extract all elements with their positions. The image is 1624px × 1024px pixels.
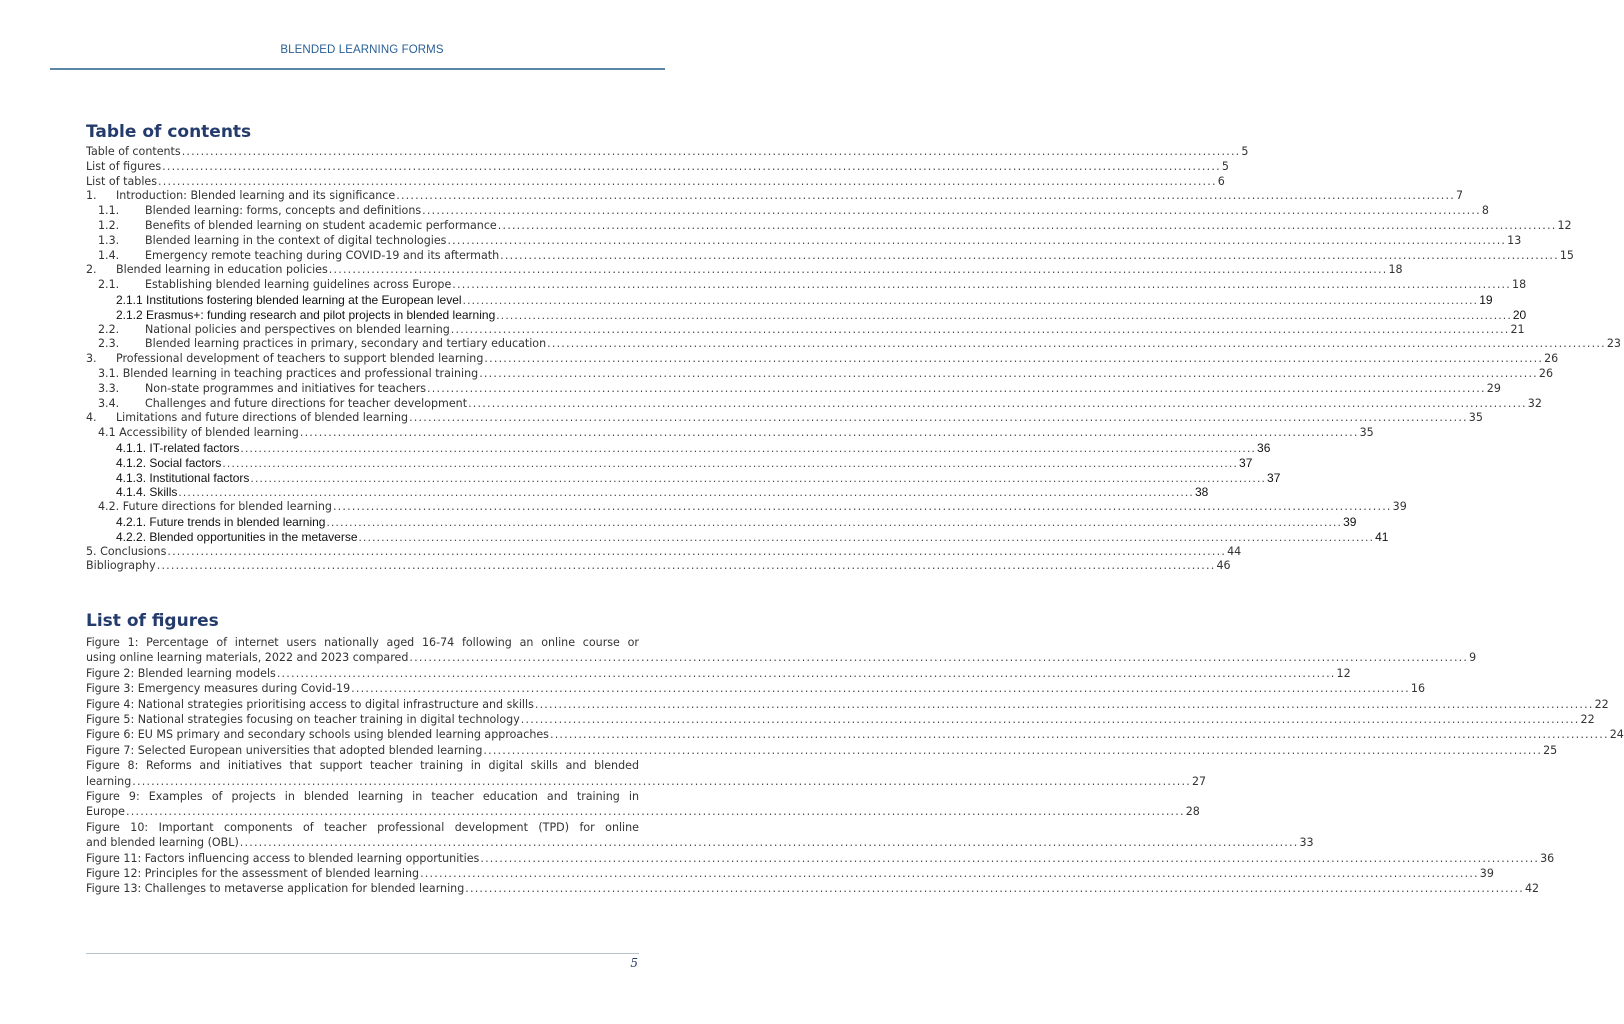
figure-entry-page: 39 [1479, 866, 1494, 880]
toc-entry[interactable] [86, 337, 1621, 352]
toc-entry-number: 2.2. [98, 322, 120, 336]
toc-entry-page: 37 [1239, 455, 1253, 470]
toc-entry[interactable] [86, 248, 1574, 264]
toc-entry-title: Limitations and future directions of blended learning [116, 411, 409, 425]
toc-entry-page: 18 [1388, 263, 1403, 277]
figure-entry-title: Figure 2: Blended learning models [86, 666, 276, 680]
toc-entry[interactable] [86, 174, 1225, 190]
toc-entry-page: 37 [1267, 470, 1281, 485]
toc-entry-page: 39 [1343, 514, 1357, 529]
toc-entry[interactable] [86, 159, 1229, 175]
dot-leader [277, 666, 1336, 681]
toc-entry[interactable] [86, 455, 1253, 471]
toc-entry-title: Bibliography [86, 559, 156, 573]
figure-entry[interactable] [86, 758, 1207, 789]
toc-entry-number: 2. [86, 263, 97, 277]
toc-entry-page: 26 [1544, 352, 1559, 366]
figure-entry[interactable] [86, 866, 1494, 881]
dot-leader [240, 441, 1256, 456]
figure-entry-page: 36 [1540, 851, 1555, 865]
toc-entry-title: 4.1 Accessibility of blended learning [98, 426, 299, 440]
toc-entry-page: 26 [1538, 366, 1554, 380]
dot-leader [132, 774, 1191, 789]
toc-entry-page: 32 [1527, 396, 1542, 410]
toc-entry-title: 4.1.2. Social factors [116, 455, 222, 470]
figure-entry-title: Figure 3: Emergency measures during Covid-19 [86, 682, 351, 696]
figure-entry-title-rest: learning [86, 774, 132, 788]
toc-entry-title: Blended learning in education policies [116, 263, 328, 277]
toc-entry-page: 13 [1507, 233, 1522, 247]
toc-entry-number: 1.2. [98, 218, 120, 232]
toc-entry-title: Blended learning: forms, concepts and definitions [145, 204, 422, 218]
figure-entry[interactable] [86, 712, 1595, 727]
toc-entry-page: 5 [1221, 159, 1229, 173]
toc-entry-title: National policies and perspectives on blended learning [145, 322, 450, 336]
dot-leader [498, 219, 1557, 234]
toc-entry-page: 7 [1455, 189, 1463, 203]
dot-leader [126, 804, 1185, 819]
toc-entry-title: 4.2.2. Blended opportunities in the metaverse [116, 529, 358, 544]
dot-leader [158, 175, 1217, 190]
dot-leader [300, 426, 1359, 441]
toc-entry-title: Introduction: Blended learning and its significance [116, 189, 396, 203]
toc-entry-page: 39 [1392, 500, 1407, 514]
figure-entry-page: 25 [1543, 743, 1558, 757]
toc-entry-number: 3.3. [98, 381, 120, 395]
toc-entry[interactable] [86, 470, 1281, 486]
toc-entry-page: 36 [1257, 440, 1271, 455]
dot-leader [468, 397, 1527, 412]
figure-entry-page: 27 [1191, 774, 1207, 788]
toc-entry-title: 4.1.4. Skills [116, 485, 178, 500]
dot-leader [452, 278, 1511, 293]
toc-entry-title: 4.2.1. Future trends in blended learning [116, 514, 326, 529]
dot-leader [500, 249, 1559, 264]
dot-leader [420, 866, 1479, 881]
dot-leader [409, 411, 1468, 426]
figure-entry[interactable] [86, 666, 1351, 681]
toc-entry[interactable] [86, 485, 1209, 500]
figure-entry[interactable] [86, 789, 1200, 820]
figure-entry-title-line: Figure 1: Percentage of internet users nationally aged 16-74 following an online course or [86, 636, 639, 649]
dot-leader [496, 308, 1512, 323]
dot-leader [351, 681, 1410, 696]
figure-entry-continuation [86, 804, 1200, 819]
toc-entry-number: 2.3. [98, 337, 120, 351]
toc-entry-title: Challenges and future directions for teacher development [145, 396, 468, 410]
figure-entry-page: 12 [1336, 666, 1351, 680]
footer-rule [86, 953, 639, 954]
figure-entry[interactable] [86, 697, 1609, 712]
dot-leader [550, 727, 1609, 742]
dot-leader [480, 851, 1539, 866]
dot-leader [484, 352, 1543, 367]
dot-leader [422, 204, 1481, 219]
page-number: 5 [630, 956, 638, 970]
toc-entry-number: 3. [86, 352, 97, 366]
header-rule [50, 68, 665, 70]
dot-leader [222, 456, 1238, 471]
figure-entry-page: 33 [1299, 836, 1314, 850]
toc-entry-title: 4.2. Future directions for blended learning [98, 500, 332, 514]
list-of-figures-heading: List of figures [86, 611, 219, 631]
figure-entry-title: Figure 7: Selected European universities that adopted blended learning [86, 743, 483, 757]
dot-leader [162, 160, 1221, 175]
toc-entry-number: 1.3. [98, 233, 120, 247]
toc-entry-title: Professional development of teachers to support blended learning [116, 352, 484, 366]
toc-entry-title: Table of contents [86, 145, 181, 158]
dot-leader [521, 712, 1580, 727]
dot-leader [409, 650, 1468, 665]
figure-entry-title-rest: and blended learning (OBL) [86, 836, 239, 850]
dot-leader [333, 500, 1392, 515]
toc-entry-page: 19 [1479, 292, 1493, 307]
toc-entry[interactable] [86, 233, 1522, 249]
toc-entry-page: 46 [1216, 559, 1231, 573]
figure-entry-title: Figure 13: Challenges to metaverse application for blended learning [86, 882, 465, 896]
dot-leader [535, 697, 1594, 712]
toc-entry-page: 35 [1359, 426, 1374, 440]
toc-entry-page: 12 [1557, 218, 1572, 232]
toc-entry-page: 44 [1227, 544, 1242, 558]
toc-entry-title: 2.1.2 Erasmus+: funding research and pilot projects in blended learning [116, 307, 496, 322]
dot-leader [178, 485, 1194, 500]
toc-entry-number: 2.1. [98, 278, 120, 292]
dot-leader [447, 234, 1506, 249]
figure-entry-continuation [86, 650, 1477, 665]
dot-leader [157, 559, 1216, 574]
toc-entry-title: Establishing blended learning guidelines across Europe [145, 278, 452, 292]
toc-entry[interactable] [86, 322, 1525, 338]
toc-entry[interactable] [86, 440, 1271, 456]
toc-entry-title: Emergency remote teaching during COVID-19 and its aftermath [145, 248, 500, 262]
toc-entry[interactable] [86, 204, 1489, 219]
figure-entry-title: Figure 11: Factors influencing access to blended learning opportunities [86, 851, 480, 865]
figure-entry[interactable] [86, 743, 1558, 758]
toc-entry-page: 41 [1375, 529, 1389, 544]
toc-entry-title: List of figures [86, 159, 162, 173]
dot-leader [483, 743, 1542, 758]
figure-entry[interactable] [86, 820, 1314, 851]
figure-entry-title: Figure 6: EU MS primary and secondary schools using blended learning approaches [86, 728, 549, 742]
dot-leader [427, 382, 1486, 397]
toc-entry-number: 1.1. [98, 204, 120, 218]
toc-entry[interactable] [86, 544, 1242, 560]
toc-entry[interactable] [86, 366, 1554, 382]
figure-entry-continuation [86, 774, 1207, 789]
dot-leader [479, 367, 1538, 382]
dot-leader [326, 515, 1342, 530]
toc-entry-page: 5 [1241, 145, 1249, 158]
figure-entry[interactable] [86, 881, 1540, 896]
toc-entry-title: 4.1.1. IT-related factors [116, 440, 240, 455]
toc-entry[interactable] [86, 218, 1572, 234]
toc-entry-page: 18 [1512, 278, 1527, 292]
toc-entry-page: 21 [1510, 322, 1525, 336]
toc-entry-title: 3.1. Blended learning in teaching practices and professional training [98, 366, 479, 380]
dot-leader [250, 471, 1266, 486]
figures-list [86, 635, 1624, 897]
figure-entry-page: 22 [1594, 697, 1609, 711]
figure-entry-page: 24 [1609, 728, 1624, 742]
dot-leader [182, 145, 1241, 160]
toc-entry[interactable] [86, 426, 1374, 441]
toc-entry-number: 4. [86, 411, 97, 425]
dot-leader [167, 545, 1226, 560]
figure-entry[interactable] [86, 727, 1624, 742]
figure-entry-page: 16 [1410, 682, 1426, 696]
dot-leader [359, 530, 1375, 545]
toc-entry[interactable] [86, 381, 1501, 397]
figure-entry-page: 22 [1580, 712, 1595, 726]
figure-entry-title: Figure 5: National strategies focusing on teacher training in digital technology [86, 712, 520, 726]
toc-entry-page: 15 [1559, 248, 1574, 262]
figure-entry-title-line: Figure 10: Important components of teacher professional development (TPD) for online [86, 820, 639, 834]
toc-entry-number: 1. [86, 189, 97, 203]
toc-entry-title: Blended learning practices in primary, secondary and tertiary education [145, 337, 547, 351]
toc-entry-page: 29 [1486, 381, 1501, 395]
figure-entry-page: 9 [1469, 651, 1477, 665]
toc-entry[interactable] [86, 514, 1357, 530]
toc-entry[interactable] [86, 145, 1249, 160]
toc-entry-number: 3.4. [98, 396, 120, 410]
dot-leader [547, 337, 1606, 352]
toc-entry-title: Non-state programmes and initiatives for teachers [145, 381, 427, 395]
dot-leader [329, 263, 1388, 278]
toc-entry-title: Benefits of blended learning on student academic performance [145, 218, 497, 232]
toc-entry-title: Blended learning in the context of digital technologies [145, 233, 447, 247]
toc-entry[interactable] [86, 263, 1403, 278]
toc-entry[interactable] [86, 307, 1527, 323]
figure-entry[interactable] [86, 635, 1477, 666]
dot-leader [465, 881, 1524, 896]
figure-entry-title: Figure 4: National strategies prioritising access to digital infrastructure and skills [86, 697, 534, 711]
toc-entry[interactable] [86, 411, 1483, 426]
toc-entry-page: 38 [1194, 485, 1209, 500]
toc-entry[interactable] [86, 500, 1407, 515]
dot-leader [396, 189, 1455, 204]
figure-entry-title: Figure 12: Principles for the assessment of blended learning [86, 866, 420, 880]
toc-entry[interactable] [86, 189, 1463, 204]
toc-entry-page: 8 [1481, 204, 1489, 218]
toc-entry[interactable] [86, 278, 1527, 293]
toc-entry-page: 20 [1512, 307, 1527, 322]
toc-entry[interactable] [86, 529, 1389, 545]
toc-entry[interactable] [86, 559, 1231, 574]
toc-entry[interactable] [86, 292, 1493, 308]
toc-entry-title: List of tables [86, 174, 158, 188]
dot-leader [463, 293, 1479, 308]
dot-leader [451, 323, 1510, 338]
running-header: BLENDED LEARNING FORMS [280, 44, 444, 56]
figure-entry-page: 42 [1524, 882, 1540, 896]
toc-entry-page: 23 [1606, 337, 1621, 351]
figure-entry-title-rest: Europe [86, 805, 126, 819]
toc-entry-page: 35 [1468, 411, 1483, 425]
figure-entry-title-line: Figure 9: Examples of projects in blended learning in teacher education and training in [86, 789, 639, 803]
toc-entry[interactable] [86, 396, 1542, 412]
toc-entry-title: 2.1.1 Institutions fostering blended learning at the European level [116, 292, 462, 307]
toc-entry-number: 1.4. [98, 248, 120, 262]
figure-entry[interactable] [86, 681, 1426, 696]
toc-entry-page: 6 [1217, 174, 1225, 188]
toc-heading: Table of contents [86, 122, 252, 142]
figure-entry-page: 28 [1185, 805, 1200, 819]
dot-leader [240, 835, 1299, 850]
figure-entry-continuation [86, 835, 1314, 850]
toc-list [86, 145, 1621, 574]
figure-entry-title-line: Figure 8: Reforms and initiatives that support teacher training in digital skills and blended [86, 759, 639, 773]
figure-entry-title-rest: using online learning materials, 2022 and 2023 compared [86, 651, 409, 665]
figure-entry[interactable] [86, 851, 1555, 866]
toc-entry-title: 5. Conclusions [86, 544, 167, 558]
toc-entry-title: 4.1.3. Institutional factors [116, 470, 250, 485]
toc-entry[interactable] [86, 352, 1559, 367]
